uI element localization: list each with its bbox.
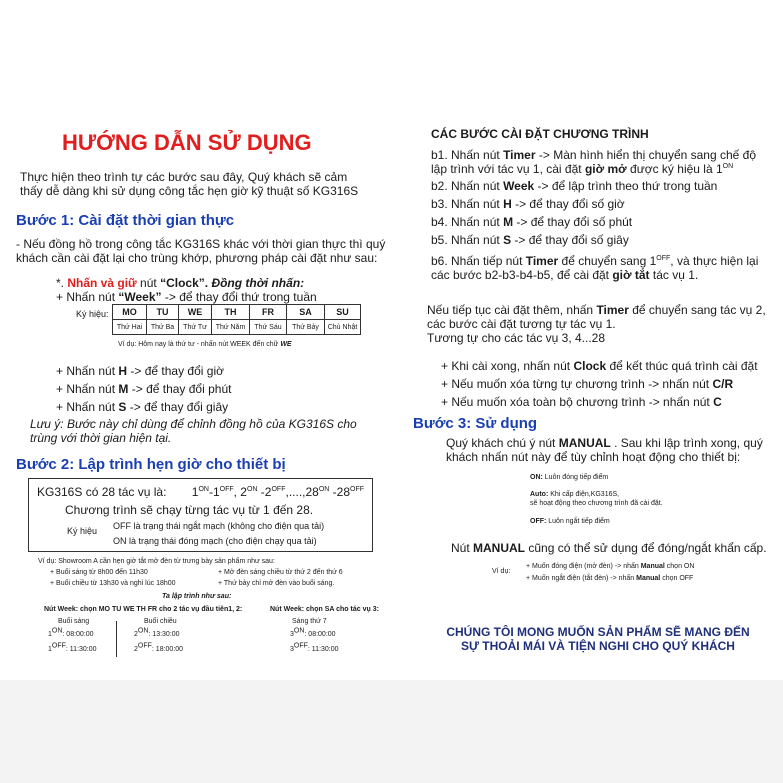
example-bullet-2: + Mở đèn sáng chiều từ thứ 2 đến thứ 6 <box>218 569 343 576</box>
step1-press-hold-line: *. Nhấn và giữ nút “Clock”. Đồng thời nhấn: <box>56 276 305 290</box>
press-hold-text: Nhấn và giữ <box>67 276 137 290</box>
step2-heading: Bước 2: Lập trình hẹn giờ cho thiết bị <box>16 456 286 473</box>
weekday-code: WE <box>179 305 212 320</box>
right-heading: CÁC BƯỚC CÀI ĐẶT CHƯƠNG TRÌNH <box>431 127 649 141</box>
step-b2: b2. Nhấn nút Week -> để lập trình theo thứ trong tuần <box>431 179 718 193</box>
task-count-line: KG316S có 28 tác vụ là: $1^{ON}-1^{OFF}$, $2^{ON}$ $-2^{OFF},....,28^{ON}$ $-28^{OFF}$ <box>37 485 365 499</box>
page-title: HƯỚNG DẪN SỬ DỤNG <box>62 130 312 155</box>
mode-on: ON: Luôn đóng tiếp điểm <box>530 474 609 481</box>
continue-instructions: Nếu tiếp tục cài đặt thêm, nhấn Timer để chuyển sang tác vụ 2, các bước cài đặt tương tự tác vụ 1. Tương tự cho các tác vụ 3, 4...28 <box>427 303 766 345</box>
afternoon-off-time: $2^{OFF}$: 18:00:00 <box>134 642 184 653</box>
clock-key: “Clock”. <box>160 276 212 290</box>
on-definition: ON là trạng thái đóng mạch (cho điện chạy qua tải) <box>113 536 317 546</box>
weekday-name: Thứ Năm <box>212 320 250 335</box>
manual-example-off: + Muốn ngắt điện (tắt đèn) -> nhấn Manual chọn OFF <box>526 575 694 582</box>
mode-off: OFF: Luôn ngắt tiếp điểm <box>530 518 610 525</box>
finish-item-clock: + Khi cài xong, nhấn nút Clock để kết thúc quá trình cài đặt <box>441 359 758 373</box>
weekday-name: Thứ Ba <box>147 320 179 335</box>
step-b5: b5. Nhấn nút S -> để thay đổi số giây <box>431 233 629 247</box>
step1-description <box>16 237 385 265</box>
weekday-table <box>112 304 361 335</box>
saturday-on-time: $3^{ON}$: 08:00:00 <box>290 627 336 638</box>
manual-emergency-line: Nút MANUAL cũng có thể sử dụng để đóng/ngắt khẩn cấp. <box>451 541 767 555</box>
weekday-code: MO <box>113 305 147 320</box>
step3-heading: Bước 3: Sử dụng <box>413 415 538 432</box>
weekday-name: Thứ Sáu <box>250 320 287 335</box>
manual-example-on: + Muốn đóng điện (mở đèn) -> nhấn Manual chọn ON <box>526 563 695 570</box>
example-bullet-3: + Buổi chiều từ 13h30 và nghỉ lúc 18h00 <box>50 580 176 587</box>
program-title: Ta lập trình như sau: <box>162 593 232 600</box>
example-bullet-1: + Buổi sáng từ 8h00 đến 11h30 <box>50 569 148 576</box>
step1-hms-list <box>56 362 231 416</box>
weekday-example-note: Ví dụ: Hôm nay là thứ tư - nhấn nút WEEK đến chữ WE <box>118 341 292 348</box>
step-b3: b3. Nhấn nút H -> để thay đổi số giờ <box>431 197 625 211</box>
step-b4: b4. Nhấn nút M -> để thay đổi số phút <box>431 215 633 229</box>
manual-example-label: Ví dụ: <box>492 568 511 575</box>
weekday-name: Thứ Hai <box>113 320 147 335</box>
afternoon-on-time: $2^{ON}$: 13:30:00 <box>134 627 180 638</box>
saturday-program-note: Nút Week: chọn SA cho tác vụ 3: <box>270 606 379 613</box>
morning-label: Buổi sáng <box>58 618 90 625</box>
weekday-code: SU <box>325 305 361 320</box>
kyhieu-label: Ký hiệu: <box>76 309 109 319</box>
intro-text <box>20 170 358 198</box>
example-bullet-4: + Thứ bảy chỉ mở đèn vào buổi sáng. <box>218 580 335 587</box>
step1-note: Lưu ý: Bước này chỉ dùng để chỉnh đồng hồ của KG316S cho trùng với thời gian hiện tại. <box>30 417 357 445</box>
off-definition: OFF là trạng thái ngắt mạch (không cho điện qua tải) <box>113 521 325 531</box>
weekday-code: FR <box>250 305 287 320</box>
weekday-name: Thứ Tư <box>179 320 212 335</box>
intro-line-2: thấy dễ dàng khi sử dụng công tắc hẹn giờ kỹ thuật số KG316S <box>20 184 359 198</box>
weekday-program-note: Nút Week: chọn MO TU WE TH FR cho 2 tác vụ đầu tiên1, 2: <box>44 606 243 613</box>
task-order-line: Chương trình sẽ chạy từng tác vụ từ 1 đến 28. <box>65 503 314 517</box>
step1-desc-line-2: khách cần cài đặt lại cho trùng khớp, phương pháp cài đặt như sau: <box>16 251 378 265</box>
morning-on-time: $1^{ON}$: 08:00:00 <box>48 627 94 638</box>
step3-text: Quý khách chú ý nút MANUAL . Sau khi lập trình xong, quý khách nhấn nút này để tùy chỉnh hoạt động cho thiết bị: <box>446 436 763 464</box>
afternoon-label: Buổi chiều <box>144 618 177 625</box>
task-info-box <box>28 478 373 552</box>
schedule-divider <box>116 621 117 657</box>
finish-item-cr: + Nếu muốn xóa từng tự chương trình -> nhấn nút C/R <box>441 377 734 391</box>
hms-item-s: + Nhấn nút S -> để thay đổi giây <box>56 400 229 414</box>
weekday-name: Chủ Nhật <box>325 320 361 335</box>
finish-item-c: + Nếu muốn xóa toàn bộ chương trình -> nhấn nút C <box>441 395 722 409</box>
step1-week-line: + Nhấn nút “Week” -> để thay đổi thứ trong tuần <box>56 290 317 304</box>
step1-desc-line-1: - Nếu đồng hồ trong công tắc KG316S khác với thời gian thực thì quý <box>16 237 386 251</box>
step-b1: b1. Nhấn nút Timer -> Màn hình hiển thị chuyển sang chế độ lập trình với tác vụ 1, cài đặt giờ mở được ký hiệu là $1^{ON}$ <box>431 148 757 176</box>
saturday-off-time: $3^{OFF}$: 11:30:00 <box>290 642 339 653</box>
hms-item-m: + Nhấn nút M -> để thay đổi phút <box>56 382 232 396</box>
weekday-code: TU <box>147 305 179 320</box>
weekday-code: TH <box>212 305 250 320</box>
weekday-code: SA <box>287 305 325 320</box>
step-b6: b6. Nhấn tiếp nút Timer để chuyển sang $1^{OFF}$, và thực hiện lại các bước b2-b3-b4-b5, để cài đặt giờ tắt tác vụ 1. <box>431 254 759 282</box>
week-key: “Week” <box>118 290 162 304</box>
closing-message: CHÚNG TÔI MONG MUỐN SẢN PHẨM SẼ MANG ĐẾN SỰ THOẢI MÁI VÀ TIỆN NGHI CHO QUÝ KHÁCH <box>446 625 750 653</box>
weekday-name: Thứ Bảy <box>287 320 325 335</box>
step1-heading: Bước 1: Cài đặt thời gian thực <box>16 212 235 229</box>
morning-off-time: $1^{OFF}$: 11:30:00 <box>48 642 97 653</box>
intro-line-1: Thực hiện theo trình tự các bước sau đây, Quý khách sẽ cảm <box>20 170 348 184</box>
hms-item-h: + Nhấn nút H -> để thay đổi giờ <box>56 364 224 378</box>
finish-list <box>441 357 758 411</box>
saturday-label: Sáng thứ 7 <box>292 618 327 625</box>
task-kyhieu-label: Ký hiệu <box>67 526 98 536</box>
step2-example-intro: Ví dụ: Showroom A cần hẹn giờ tắt mở đèn từ trưng bày sản phẩm như sau: <box>38 558 275 565</box>
mode-auto: Auto: Khi cấp điện,KG316S, sẽ hoạt động theo chương trình đã cài đặt. <box>530 491 663 507</box>
